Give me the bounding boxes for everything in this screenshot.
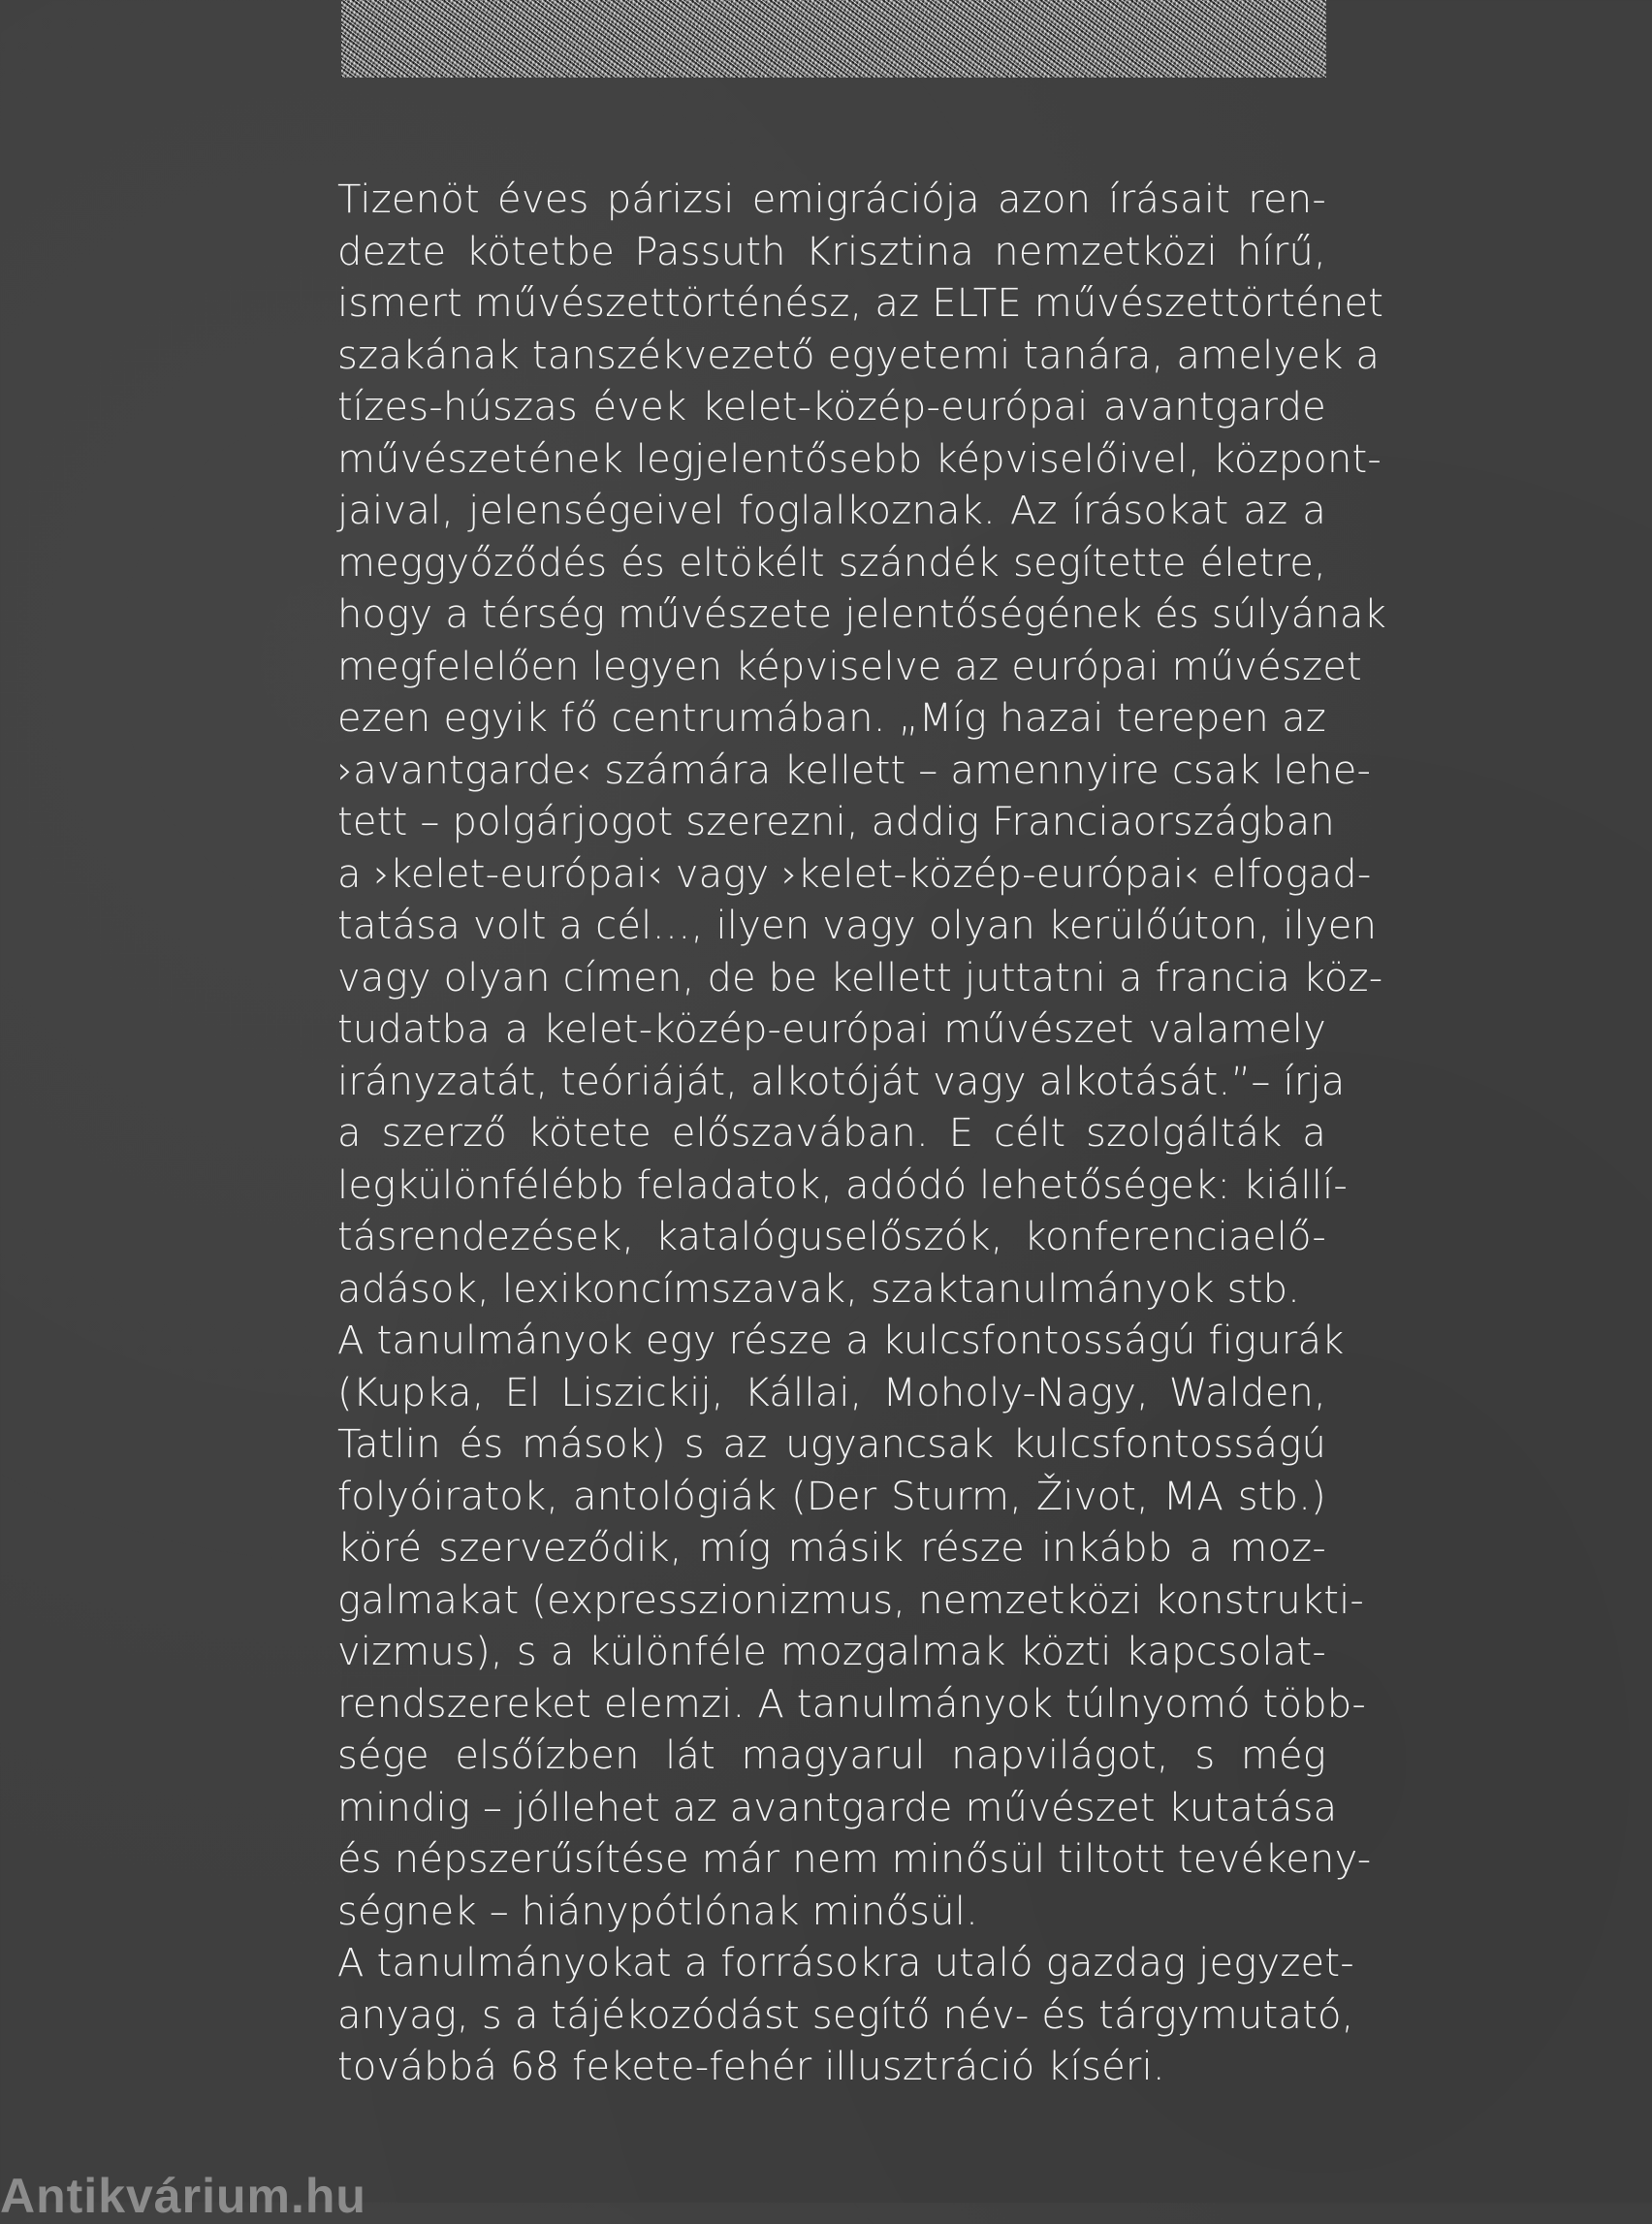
text-line: Tatlin és mások) s az ugyancsak kulcsfontosságú (337, 1422, 1326, 1467)
text-line: jaival, jelenségeivel foglalkoznak. Az írásokat az a (337, 489, 1326, 533)
text-line: hogy a térség művészete jelentőségének és súlyának (337, 592, 1386, 637)
text-line: tatása volt a cél…, ilyen vagy olyan kerülőúton, ilyen (337, 904, 1378, 948)
blurb-paragraph-3 (337, 1938, 1354, 2094)
text-line: galmakat (expresszionizmus, nemzetközi konstrukti- (337, 1577, 1365, 1623)
text-line: a ›kelet-európai‹ vagy ›kelet-közép-európai‹ elfogad- (337, 851, 1372, 897)
back-cover-blurb (337, 175, 1386, 2094)
blurb-paragraph-1 (337, 175, 1386, 1316)
blurb-paragraph-2 (337, 1316, 1372, 1938)
text-line: mindig – jóllehet az avantgarde művészet kutatása (337, 1785, 1338, 1830)
text-line: megfelelően legyen képviselve az európai művészet (337, 644, 1362, 689)
text-line: irányzatát, teóriáját, alkotóját vagy alkotását.”– írja (337, 1059, 1346, 1104)
cover-texture-strip (341, 0, 1326, 78)
text-line: adások, lexikoncímszavak, szaktanulmányok stb. (337, 1266, 1301, 1312)
text-line: dezte kötetbe Passuth Krisztina nemzetközi hírű, (337, 229, 1326, 274)
text-line: köré szerveződik, míg másik része inkább a moz- (337, 1526, 1326, 1571)
text-line: és népszerűsítése már nem minősül tiltott tevékeny- (337, 1837, 1372, 1882)
text-line: ségnek – hiánypótlónak minősül. (337, 1889, 979, 1934)
text-line: legkülönfélébb feladatok, adódó lehetőségek: kiállí- (337, 1162, 1349, 1208)
watermark: Antikvárium.hu (0, 2169, 366, 2223)
text-line: (Kupka, El Liszickij, Kállai, Moholy-Nagy, Walden, (337, 1370, 1326, 1415)
text-line: tett – polgárjogot szerezni, addig Franciaországban (337, 800, 1335, 844)
text-line: sége elsőízben lát magyarul napvilágot, s még (337, 1733, 1326, 1778)
text-line: ›avantgarde‹ számára kellett – amennyire csak lehe- (337, 747, 1372, 793)
text-line: vagy olyan címen, de be kellett juttatni a francia köz- (337, 955, 1383, 1001)
text-line: vizmus), s a különféle mozgalmak közti kapcsolat- (337, 1630, 1326, 1674)
text-line: Tizenöt éves párizsi emigrációja azon írásait ren- (337, 177, 1326, 222)
text-line: A tanulmányok egy része a kulcsfontosságú figurák (337, 1319, 1345, 1363)
text-line: ezen egyik fő centrumában. „Míg hazai terepen az (337, 696, 1326, 741)
text-line: továbbá 68 fekete-fehér illusztráció kíséri. (337, 2045, 1165, 2089)
text-line: ismert művészettörténész, az ELTE művészettörténet (337, 281, 1384, 326)
text-line: művészetének legjelentősebb képviselőivel, központ- (337, 436, 1382, 482)
text-line: tízes-húszas évek kelet-közép-európai avantgarde (337, 385, 1326, 429)
text-line: folyóiratok, antológiák (Der Sturm, Život, MA stb.) (337, 1474, 1326, 1519)
text-line: szakának tanszékvezető egyetemi tanára, amelyek a (337, 333, 1381, 378)
text-line: meggyőződés és eltökélt szándék segítette életre, (337, 540, 1326, 586)
text-line: tásrendezések, katalóguselőszók, konferenciaelő- (337, 1215, 1326, 1259)
text-line: A tanulmányokat a forrásokra utaló gazdag jegyzet- (337, 1941, 1354, 1986)
text-line: tudatba a kelet-közép-európai művészet valamely (337, 1007, 1326, 1052)
text-line: a szerző kötete előszavában. E célt szolgálták a (337, 1111, 1326, 1156)
text-line: rendszereket elemzi. A tanulmányok túlnyomó több- (337, 1681, 1367, 1727)
text-line: anyag, s a tájékozódást segítő név- és tárgymutató, (337, 1992, 1354, 2038)
